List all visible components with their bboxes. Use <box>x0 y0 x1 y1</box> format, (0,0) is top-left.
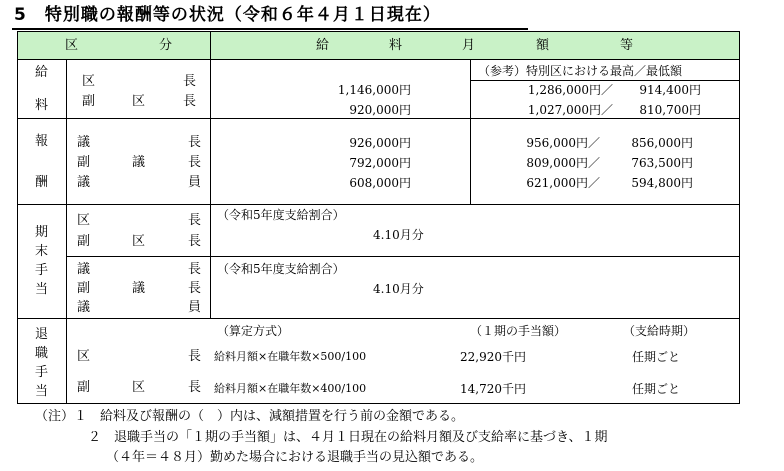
table-border <box>66 59 67 403</box>
role-label: 議 <box>77 175 91 190</box>
role-label: 区 <box>82 74 96 89</box>
table-border <box>210 31 211 319</box>
table-border <box>17 318 740 319</box>
role-label: 長 <box>183 94 197 109</box>
header-col2-char: 月 <box>462 38 476 53</box>
retirement-header: （算定方式） <box>217 324 290 338</box>
bonus-value: 4.10月分 <box>373 282 424 296</box>
retirement-timing: 任期ごと <box>632 382 681 396</box>
role-label: 区 <box>77 213 91 228</box>
table-border <box>17 31 740 32</box>
role-label: 区 <box>132 94 146 109</box>
section-label-retirement: 退 <box>35 327 49 342</box>
role-label: 副 <box>82 94 96 109</box>
retirement-amount: 22,920千円 <box>460 350 526 364</box>
section-label-compensation: 報 <box>35 134 49 149</box>
role-label: 区 <box>132 380 146 395</box>
ref-low: 914,400円 <box>639 83 701 97</box>
retirement-amount: 14,720千円 <box>460 382 526 396</box>
section-label-bonus: 手 <box>35 263 49 278</box>
role-label: 議 <box>132 155 146 170</box>
table-border <box>17 204 740 205</box>
role-label: 長 <box>183 74 197 89</box>
compensation-amount: 608,000円 <box>349 176 411 190</box>
table-border <box>17 59 740 60</box>
header-col2-char: 額 <box>536 38 550 53</box>
section-label-salary: 給 <box>35 65 49 80</box>
compensation-amount: 792,000円 <box>349 156 411 170</box>
section-label-bonus: 期 <box>35 225 49 240</box>
role-label: 副 <box>77 234 91 249</box>
role-label: 区 <box>77 349 91 364</box>
role-label: 員 <box>188 175 202 190</box>
ref-high: 1,286,000円／ <box>527 83 613 97</box>
role-label: 長 <box>188 262 202 277</box>
ref-high: 956,000円／ <box>526 136 600 150</box>
role-label: 議 <box>132 281 146 296</box>
ref-high: 809,000円／ <box>526 156 600 170</box>
ref-high: 1,027,000円／ <box>527 103 613 117</box>
salary-amount: 920,000円 <box>349 103 411 117</box>
salary-amount: 1,146,000円 <box>337 83 411 97</box>
note-line: （４年＝４８月）勤めた場合における退職手当の見込額である。 <box>106 450 484 465</box>
role-label: 長 <box>188 281 202 296</box>
role-label: 長 <box>188 135 202 150</box>
bonus-caption: （令和5年度支給割合） <box>217 262 345 276</box>
ref-high: 621,000円／ <box>526 176 600 190</box>
role-label: 議 <box>77 135 91 150</box>
section-label-bonus: 末 <box>35 244 49 259</box>
role-label: 長 <box>188 213 202 228</box>
note-line: （注）１ 給料及び報酬の（ ）内は、減額措置を行う前の金額である。 <box>35 409 465 424</box>
header-col2-char: 等 <box>620 38 634 53</box>
role-label: 議 <box>77 262 91 277</box>
ref-low: 594,800円 <box>631 176 693 190</box>
compensation-amount: 926,000円 <box>349 136 411 150</box>
section-label-compensation: 酬 <box>35 175 49 190</box>
role-label: 副 <box>77 155 91 170</box>
role-label: 議 <box>77 300 91 315</box>
note-line: ２ 退職手当の「１期の手当額」は、４月１日現在の給料月額及び支給率に基づき、１期 <box>88 430 608 445</box>
bonus-value: 4.10月分 <box>373 228 424 242</box>
table-border <box>470 80 740 81</box>
retirement-formula: 給料月額×在職年数×400/100 <box>214 382 367 395</box>
header-col2-char: 料 <box>389 38 403 53</box>
role-label: 長 <box>188 234 202 249</box>
role-label: 長 <box>188 380 202 395</box>
section-label-retirement: 手 <box>35 365 49 380</box>
retirement-header: （１期の手当額） <box>470 324 567 338</box>
section-label-bonus: 当 <box>35 282 49 297</box>
section-label-salary: 料 <box>35 98 49 113</box>
section-label-retirement: 職 <box>35 346 49 361</box>
role-label: 副 <box>77 380 91 395</box>
section-label-retirement: 当 <box>35 384 49 399</box>
bonus-caption: （令和5年度支給割合） <box>217 208 345 222</box>
retirement-timing: 任期ごと <box>632 350 681 364</box>
table-border <box>17 118 740 119</box>
retirement-header: （支給時期） <box>623 324 696 338</box>
ref-header: （参考）特別区における最高／最低額 <box>478 64 683 78</box>
header-col1-char: 区 <box>65 38 79 53</box>
page-title: 5 特別職の報酬等の状況（令和６年４月１日現在） <box>14 5 441 25</box>
table-border <box>17 403 740 404</box>
header-col1-char: 分 <box>159 38 173 53</box>
role-label: 員 <box>188 300 202 315</box>
role-label: 区 <box>132 234 146 249</box>
table-border <box>739 31 740 404</box>
title-underline <box>12 28 528 30</box>
role-label: 副 <box>77 281 91 296</box>
role-label: 長 <box>188 349 202 364</box>
table-border <box>17 31 18 404</box>
ref-low: 763,500円 <box>631 156 693 170</box>
table-border <box>470 59 471 205</box>
ref-low: 810,700円 <box>639 103 701 117</box>
retirement-formula: 給料月額×在職年数×500/100 <box>214 350 367 363</box>
header-col2-char: 給 <box>316 38 330 53</box>
table-border <box>66 256 740 257</box>
role-label: 長 <box>188 155 202 170</box>
ref-low: 856,000円 <box>631 136 693 150</box>
